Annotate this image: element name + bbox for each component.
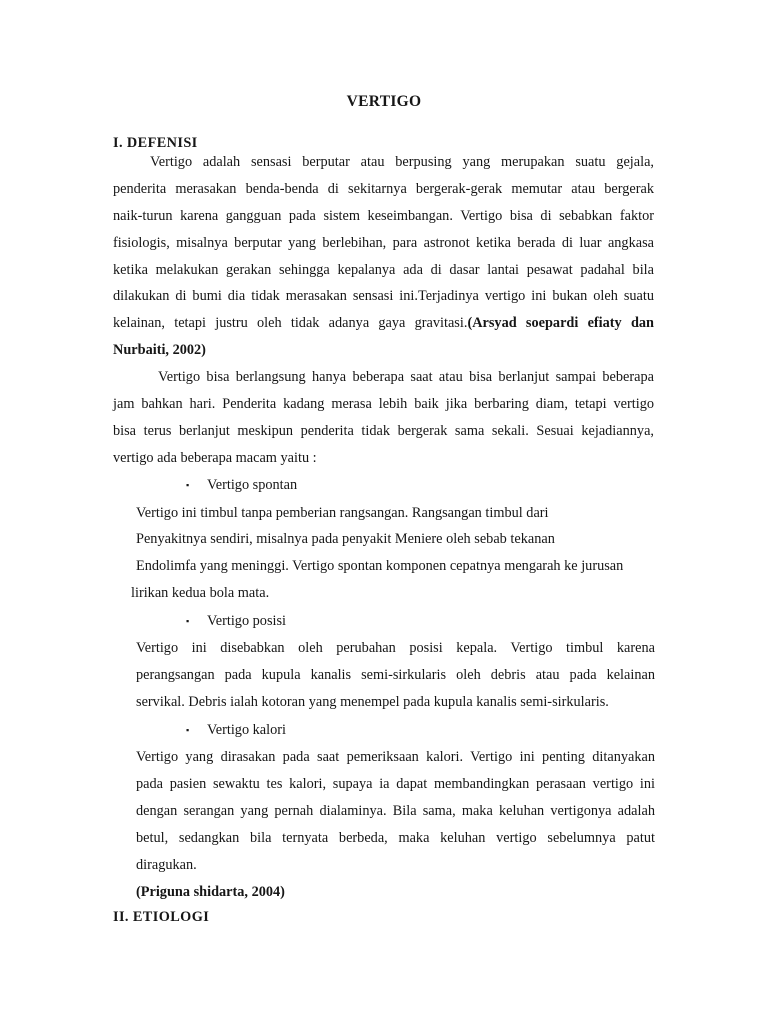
paragraph-line: servikal. Debris ialah kotoran yang menempel pada kupula kanalis semi-sirkularis. — [136, 694, 609, 710]
paragraph-line: diragukan. — [136, 857, 197, 873]
bullet-icon: ▪ — [186, 480, 190, 490]
list-item-title: Vertigo posisi — [207, 613, 287, 629]
section-heading-etiologi: II. ETIOLOGI — [113, 909, 210, 925]
bullet-icon: ▪ — [186, 725, 190, 735]
citation — [113, 340, 206, 360]
paragraph-line: jam bahkan hari. Penderita kadang merasa lebih baik jika berbaring diam, tetapi vertigo — [113, 396, 654, 412]
paragraph-line: penderita merasakan benda-benda di sekitarnya bergerak-gerak memutar atau bergerak — [113, 181, 654, 197]
paragraph-line: bisa terus berlanjut meskipun penderita tidak bergerak sama sekali. Sesuai kejadiannya, — [113, 423, 654, 439]
bullet-icon: ▪ — [186, 616, 190, 626]
paragraph-line: perangsangan pada kupula kanalis semi-sirkularis oleh debris atau pada kelainan — [136, 667, 655, 683]
section-heading-defenisi: I. DEFENISI — [113, 135, 198, 151]
paragraph-text: kelainan, tetapi justru oleh tidak adanya gaya gravitasi. — [113, 315, 468, 331]
paragraph-line: vertigo ada beberapa macam yaitu : — [113, 450, 317, 466]
paragraph-line: dilakukan di bumi dia tidak merasakan sensasi ini.Terjadinya vertigo ini bukan oleh suatu — [113, 288, 654, 304]
citation-text: Nurbaiti, 2002) — [113, 342, 206, 358]
document-title: VERTIGO — [346, 93, 422, 110]
paragraph-line: Vertigo ini timbul tanpa pemberian rangsangan. Rangsangan timbul dari — [136, 505, 549, 521]
paragraph-line: Vertigo ini disebabkan oleh perubahan posisi kepala. Vertigo timbul karena — [136, 640, 655, 656]
paragraph-line: lirikan kedua bola mata. — [131, 585, 270, 601]
paragraph-line: betul, sedangkan bila ternyata berbeda, maka keluhan vertigo sebelumnya patut — [136, 830, 655, 846]
citation — [136, 882, 285, 902]
list-item-title: Vertigo kalori — [207, 722, 287, 738]
citation: (Arsyad soepardi efiaty dan — [467, 315, 654, 331]
paragraph-line: Penyakitnya sendiri, misalnya pada penyakit Meniere oleh sebab tekanan — [136, 531, 555, 547]
paragraph-line: pada pasien sewaktu tes kalori, supaya ia dapat membandingkan perasaan vertigo ini — [136, 776, 655, 792]
list-item-title: Vertigo spontan — [207, 477, 298, 493]
paragraph-line: ketika melakukan gerakan sehingga kepalanya ada di dasar lantai pesawat padahal bila — [113, 262, 654, 278]
paragraph-line: Vertigo adalah sensasi berputar atau berpusing yang merupakan suatu gejala, — [150, 154, 654, 170]
paragraph-line: Vertigo bisa berlangsung hanya beberapa saat atau bisa berlanjut sampai beberapa — [158, 369, 654, 385]
paragraph-line — [113, 313, 654, 333]
paragraph-line: naik-turun karena gangguan pada sistem keseimbangan. Vertigo bisa di sebabkan faktor — [113, 208, 654, 224]
paragraph-line: fisiologis, misalnya berputar yang berlebihan, para astronot ketika berada di luar angkasa — [113, 235, 654, 251]
citation-text: (Priguna shidarta, 2004) — [136, 884, 285, 900]
paragraph-line: Endolimfa yang meninggi. Vertigo spontan komponen cepatnya mengarah ke jurusan — [136, 558, 624, 574]
paragraph-line: Vertigo yang dirasakan pada saat pemeriksaan kalori. Vertigo ini penting ditanyakan — [136, 749, 655, 765]
paragraph-line: dengan serangan yang pernah dialaminya. Bila sama, maka keluhan vertigonya adalah — [136, 803, 655, 819]
